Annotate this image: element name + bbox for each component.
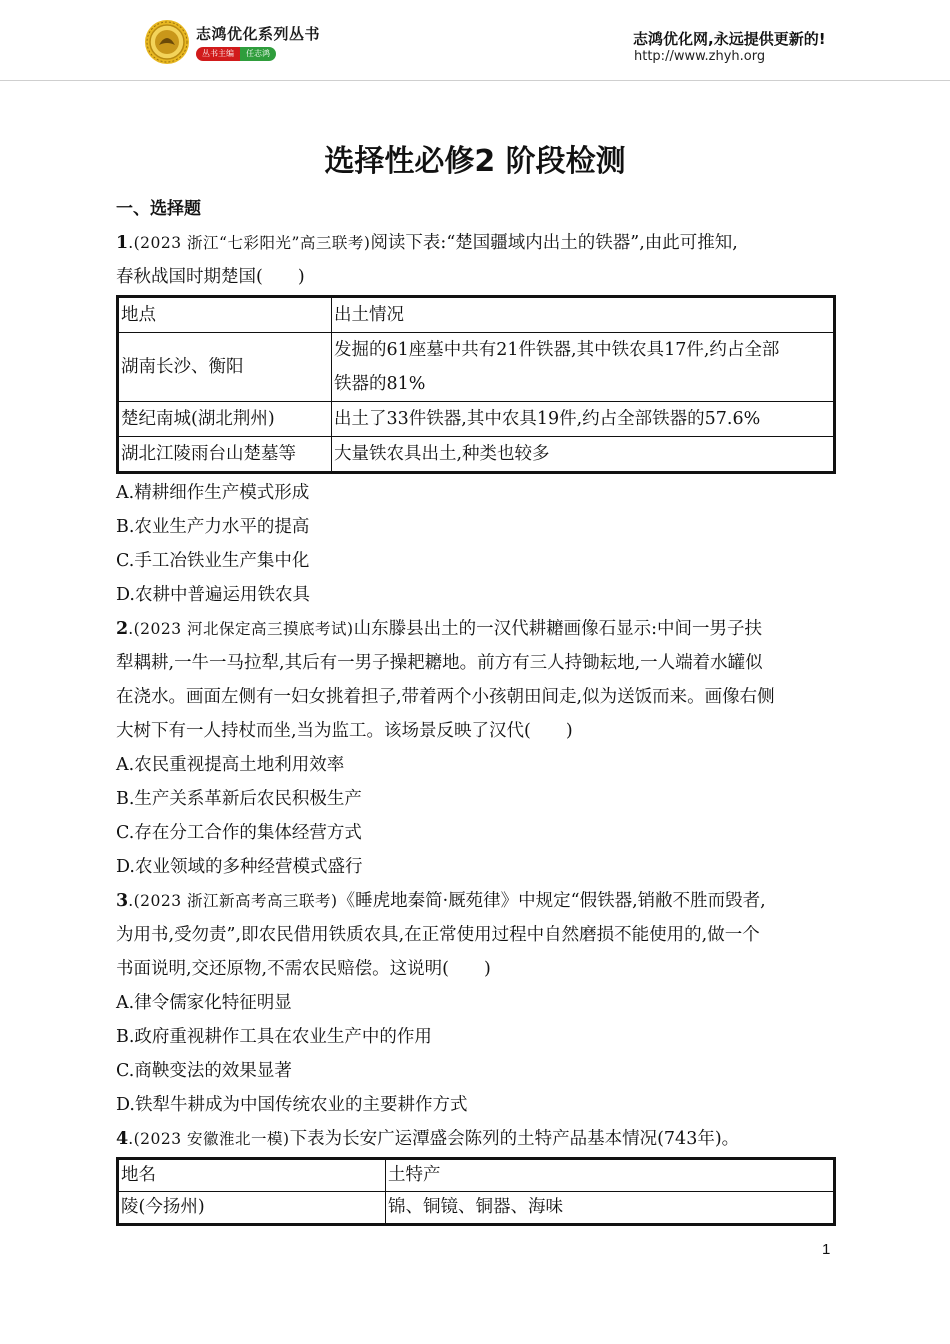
question-source: .(2023 安徽淮北一模) [128,1130,290,1148]
table-cell-line: 铁器的81% [334,374,426,394]
question-number: 3 [116,891,129,911]
section-heading: 一、选择题 [116,199,201,219]
header-divider [0,80,950,81]
question-number: 1 [116,233,129,253]
table-header-row [118,297,835,333]
option-a[interactable]: A.精耕细作生产模式形成 [116,483,310,503]
option-c[interactable]: C.存在分工合作的集体经营方式 [116,823,362,843]
table-cell-line: 发掘的61座墓中共有21件铁器,其中铁农具17件,约占全部 [334,340,780,360]
option-b[interactable]: B.农业生产力水平的提高 [116,517,310,537]
question-2-stem-cont: 大树下有一人持杖而坐,当为监工。该场景反映了汉代( ) [116,721,573,741]
table-row [118,1192,835,1225]
question-source: .(2023 浙江新高考高三联考) [128,892,338,910]
brand-seal-logo [144,19,190,65]
option-b[interactable]: B.生产关系革新后农民积极生产 [116,789,362,809]
question-1-stem [116,226,836,260]
option-c[interactable]: C.手工冶铁业生产集中化 [116,551,310,571]
header-url-link[interactable]: http://www.zhyh.org [634,49,766,64]
table-header-cell: 地名 [118,1159,386,1192]
option-d[interactable]: D.农耕中普遍运用铁农具 [116,585,310,605]
brand-title: 志鸿优化系列丛书 [196,25,321,43]
question-text: 《睡虎地秦简·厩苑律》中规定“假铁器,销敝不胜而毁者, [337,891,766,911]
question-4-table [116,1157,836,1226]
page-header [0,0,950,82]
page-title: 选择性必修2 阶段检测 [324,144,626,179]
table-row [118,333,835,402]
option-d[interactable]: D.铁犁牛耕成为中国传统农业的主要耕作方式 [116,1095,468,1115]
question-text: 山东滕县出土的一汉代耕耱画像石显示:中间一男子扶 [353,619,762,639]
document-body [116,192,836,1228]
option-a[interactable]: A.农民重视提高土地利用效率 [116,755,345,775]
question-2-stem [116,612,836,646]
table-cell-detail: 出土了33件铁器,其中农具19件,约占全部铁器的57.6% [332,402,835,437]
brand-editor-tag [196,47,276,61]
table-header-row [118,1159,835,1192]
table-cell-place: 陵(今扬州) [118,1192,386,1225]
table-cell-place: 楚纪南城(湖北荆州) [118,402,332,437]
page-number: 1 [822,1241,831,1258]
question-4-stem [116,1122,836,1156]
option-a[interactable]: A.律令儒家化特征明显 [116,993,292,1013]
brand-editor-label: 丛书主编 [196,47,240,61]
table-cell-place: 湖南长沙、衡阳 [118,333,332,402]
question-1-table [116,295,836,474]
question-3-stem [116,884,836,918]
option-d[interactable]: D.农业领域的多种经营模式盛行 [116,857,363,877]
brand-editor-name: 任志鸿 [240,47,276,61]
question-text: 阅读下表:“楚国疆域内出土的铁器”,由此可推知, [370,233,738,253]
table-cell-detail [332,333,835,402]
question-3-stem-cont: 书面说明,交还原物,不需农民赔偿。这说明( ) [116,959,491,979]
header-slogan: 志鸿优化网,永远提供更新的! [633,30,826,48]
table-cell-products: 锦、铜镜、铜器、海味 [386,1192,835,1225]
option-c[interactable]: C.商鞅变法的效果显著 [116,1061,292,1081]
table-header-cell: 地点 [118,297,332,333]
question-3-stem-cont: 为用书,受勿责”,即农民借用铁质农具,在正常使用过程中自然磨损不能使用的,做一个 [116,925,760,945]
table-header-cell: 土特产 [386,1159,835,1192]
question-source: .(2023 浙江“七彩阳光”高三联考) [128,234,371,252]
option-b[interactable]: B.政府重视耕作工具在农业生产中的作用 [116,1027,432,1047]
question-2-stem-cont: 在浇水。画面左侧有一妇女挑着担子,带着两个小孩朝田间走,似为送饭而来。画像右侧 [116,687,775,707]
table-header-cell: 出土情况 [332,297,835,333]
table-cell-detail: 大量铁农具出土,种类也较多 [332,437,835,473]
question-1-stem-cont: 春秋战国时期楚国( ) [116,267,305,287]
question-number: 4 [116,1129,129,1149]
question-number: 2 [116,619,129,639]
question-text: 下表为长安广运潭盛会陈列的土特产品基本情况(743年)。 [289,1129,740,1149]
question-2-stem-cont: 犁耦耕,一牛一马拉犁,其后有一男子操耙耱地。前方有三人持锄耘地,一人端着水罐似 [116,653,763,673]
table-cell-place: 湖北江陵雨台山楚墓等 [118,437,332,473]
table-row [118,437,835,473]
question-source: .(2023 河北保定高三摸底考试) [128,620,354,638]
table-row [118,402,835,437]
